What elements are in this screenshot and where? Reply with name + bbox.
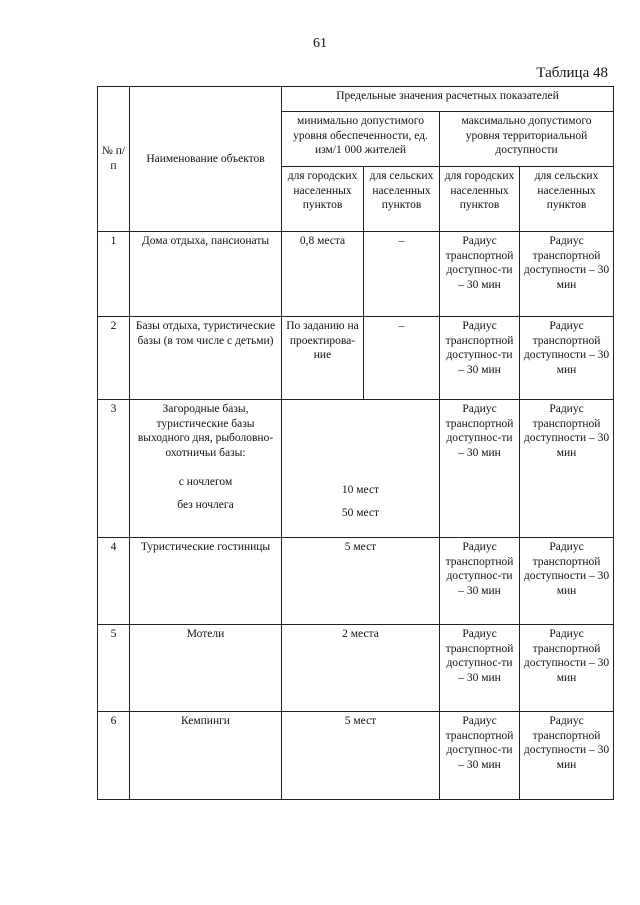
header-rural-min: для сельских населенных пунктов: [364, 167, 440, 232]
table-row: [98, 232, 614, 317]
row-max-urban: Радиус транспортной доступнос-ти – 30 мин: [440, 232, 520, 317]
header-num: № п/п: [98, 87, 130, 232]
row-sub-value: 50 мест: [341, 507, 380, 519]
row-sub-label: без ночлега: [177, 498, 234, 511]
header-rural-max: для сельских населенных пунктов: [520, 167, 614, 232]
row-name: Мотели: [130, 625, 282, 712]
header-urban-min: для городских населенных пунктов: [282, 167, 364, 232]
row-min-rural: –: [364, 317, 440, 400]
header-name: Наименование объектов: [130, 87, 282, 232]
row-max-urban: Радиус транспортной доступнос-ти – 30 мин: [440, 317, 520, 400]
header-group-max: максимально допустимого уровня территориальной доступности: [440, 112, 614, 167]
row-name: Базы отдыха, туристические базы (в том числе с детьми): [130, 317, 282, 400]
table-row: [98, 625, 614, 712]
table-row: [98, 317, 614, 400]
page-number: 61: [313, 36, 327, 51]
row-sub-value: 10 мест: [341, 484, 380, 496]
row-max-urban: Радиус транспортной доступнос-ти – 30 мин: [440, 625, 520, 712]
row-num: 1: [98, 232, 130, 317]
row-min-merged: [282, 400, 440, 538]
row-max-rural: Радиус транспортной доступности – 30 мин: [520, 538, 614, 625]
row-name: Загородные базы, туристические базы выходного дня, рыболовно-охотничьи базы:: [137, 403, 274, 460]
row-min-rural: –: [364, 232, 440, 317]
header-super: Предельные значения расчетных показателей: [282, 87, 614, 112]
table-row: [98, 400, 614, 538]
row-max-rural: Радиус транспортной доступности – 30 мин: [520, 232, 614, 317]
row-max-urban: Радиус транспортной доступнос-ти – 30 мин: [440, 400, 520, 538]
row-min-merged: 2 места: [282, 625, 440, 712]
row-min-urban: По заданию на проектирова-ние: [282, 317, 364, 400]
row-num: 3: [98, 400, 130, 538]
row-min-merged: 5 мест: [282, 538, 440, 625]
header-urban-max: для городских населенных пунктов: [440, 167, 520, 232]
row-name: Дома отдыха, пансионаты: [130, 232, 282, 317]
row-max-rural: Радиус транспортной доступности – 30 мин: [520, 712, 614, 800]
row-max-rural: Радиус транспортной доступности – 30 мин: [520, 317, 614, 400]
row-max-rural: Радиус транспортной доступности – 30 мин: [520, 625, 614, 712]
row-num: 6: [98, 712, 130, 800]
table-row: [98, 712, 614, 800]
table-label: Таблица 48: [536, 65, 608, 81]
row-max-rural: Радиус транспортной доступности – 30 мин: [520, 400, 614, 538]
row-min-urban: 0,8 места: [282, 232, 364, 317]
row-name-group: [130, 400, 282, 538]
row-max-urban: Радиус транспортной доступнос-ти – 30 мин: [440, 712, 520, 800]
row-name: Туристические гостиницы: [130, 538, 282, 625]
norms-table: [97, 86, 614, 800]
row-max-urban: Радиус транспортной доступнос-ти – 30 мин: [440, 538, 520, 625]
row-sub-label: с ночлегом: [178, 475, 233, 488]
row-num: 2: [98, 317, 130, 400]
row-min-merged: 5 мест: [282, 712, 440, 800]
row-name: Кемпинги: [130, 712, 282, 800]
row-num: 5: [98, 625, 130, 712]
table-row: [98, 538, 614, 625]
header-group-min: минимально допустимого уровня обеспеченности, ед. изм/1 000 жителей: [282, 112, 440, 167]
row-num: 4: [98, 538, 130, 625]
